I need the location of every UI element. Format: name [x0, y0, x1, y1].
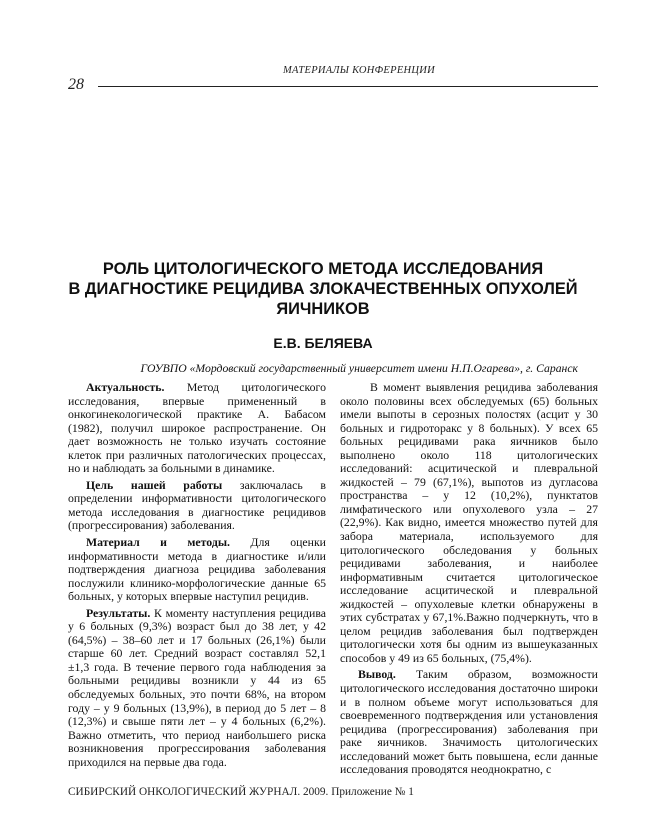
- results-heading: Результаты.: [86, 605, 151, 620]
- methods-heading: Материал и методы.: [86, 535, 230, 550]
- author-affiliation: ГОУВПО «Мордовский государственный университет имени Н.П.Огарева», г. Саранск: [140, 362, 578, 375]
- title-line-3: ЯИЧНИКОВ: [276, 300, 370, 318]
- relevance-heading: Актуальность.: [86, 380, 165, 394]
- right-column: [340, 381, 598, 780]
- aim-heading: Цель нашей работы: [86, 477, 223, 492]
- methods-paragraph: [68, 536, 326, 604]
- left-column: [68, 381, 326, 772]
- header-rule: [98, 86, 598, 87]
- aim-paragraph: [68, 479, 326, 533]
- conclusion-paragraph: [340, 668, 598, 776]
- methods-text: Для оценки информативности метода в диагностике и/или подтверждения диагноза рецидива заболевания послужили клинико-морфологические данные 65 больных, у которых впервые наступил рецидив.: [68, 535, 326, 604]
- title-line-1: РОЛЬ ЦИТОЛОГИЧЕСКОГО МЕТОДА ИССЛЕДОВАНИЯ: [102, 260, 544, 278]
- author-name: Е.В. БЕЛЯЕВА: [273, 335, 373, 351]
- conclusion-heading: Вывод.: [358, 667, 396, 682]
- results-paragraph: [68, 607, 326, 770]
- relevance-text: Метод цитологического исследования, впервые примененный в онкогинекологической практике А. Бабасом (1982), получил широкое распространение. Он дает возможность не только изучать состояние клеток при различных патологических процессах, но и наблюдать за больными в динамике.: [68, 380, 326, 476]
- results-text: К моменту наступления рецидива у 6 больных (9,3%) возраст был до 38 лет, у 42 (64,5%) – 38–60 лет и 17 больных (26,1%) были старше 60 лет. Средний возраст составлял 52,1 ±1,3 года. В течение первого года наблюдения за больными рецидивы возникли у 44 из 65 обследуемых больных, это почти 68%, на втором году – у 9 больных (13,9%), в период до 5 лет – 8 (12,3%) и свыше пяти лет – у 4 больных (6,2%). Важно отметить, что период наибольшего риска возникновения прогрессирования заболевания приходился на первые два года.: [68, 605, 326, 769]
- journal-footer: СИБИРСКИЙ ОНКОЛОГИЧЕСКИЙ ЖУРНАЛ. 2009. Приложение № 1: [68, 786, 414, 798]
- page-number: 28: [68, 76, 84, 93]
- relevance-paragraph: [68, 381, 326, 476]
- article-title: [60, 259, 586, 319]
- detection-paragraph: [340, 381, 598, 665]
- conclusion-text: Таким образом, возможности цитологического исследования достаточно широки и в полном объеме могут использоваться для своевременного подтверждения или установления рецидива (прогрессирования) заболевания при раке яичников. Значимость цитологических исследований может быть повышена, если данные исследования проводятся неоднократно, с: [340, 667, 598, 777]
- running-header: МАТЕРИАЛЫ КОНФЕРЕНЦИИ: [283, 65, 436, 76]
- title-line-2: В ДИАГНОСТИКЕ РЕЦИДИВА ЗЛОКАЧЕСТВЕННЫХ ОПУХОЛЕЙ: [68, 280, 578, 298]
- detection-text: В момент выявления рецидива заболевания около половины всех обследуемых (65) больных имели выпоты в серозных полостях (асцит у 30 больных и гидроторакс у 8 больных). У всех 65 больных рецидивами рака яичников было выполнено около 118 цитологических исследований: асцитической и плевральной жидкостей – 79 (67,1%), выпотов из дугласова пространства – у 12 (10,2%), пунктатов лимфатического или опухолевого узла – 27 (22,9%). Как видно, имеется множество путей для забора материала, используемого для цитологического обследования у больных рецидивами заболевания, и наиболее информативным считается цитологическое исследование асцитической и плевральной жидкостей – опухолевые клетки обнаружены в этих субстратах у 67,1%.Важно подчеркнуть, что в целом рецидив заболевания был подтвержден цитологически хотя бы одним из вышеуказанных способов у 49 из 65 больных, (75,4%).: [340, 380, 598, 665]
- aim-text: заключалась в определении информативности цитологического метода исследования в диагностике рецидивов (прогрессирования) заболевания.: [68, 477, 327, 533]
